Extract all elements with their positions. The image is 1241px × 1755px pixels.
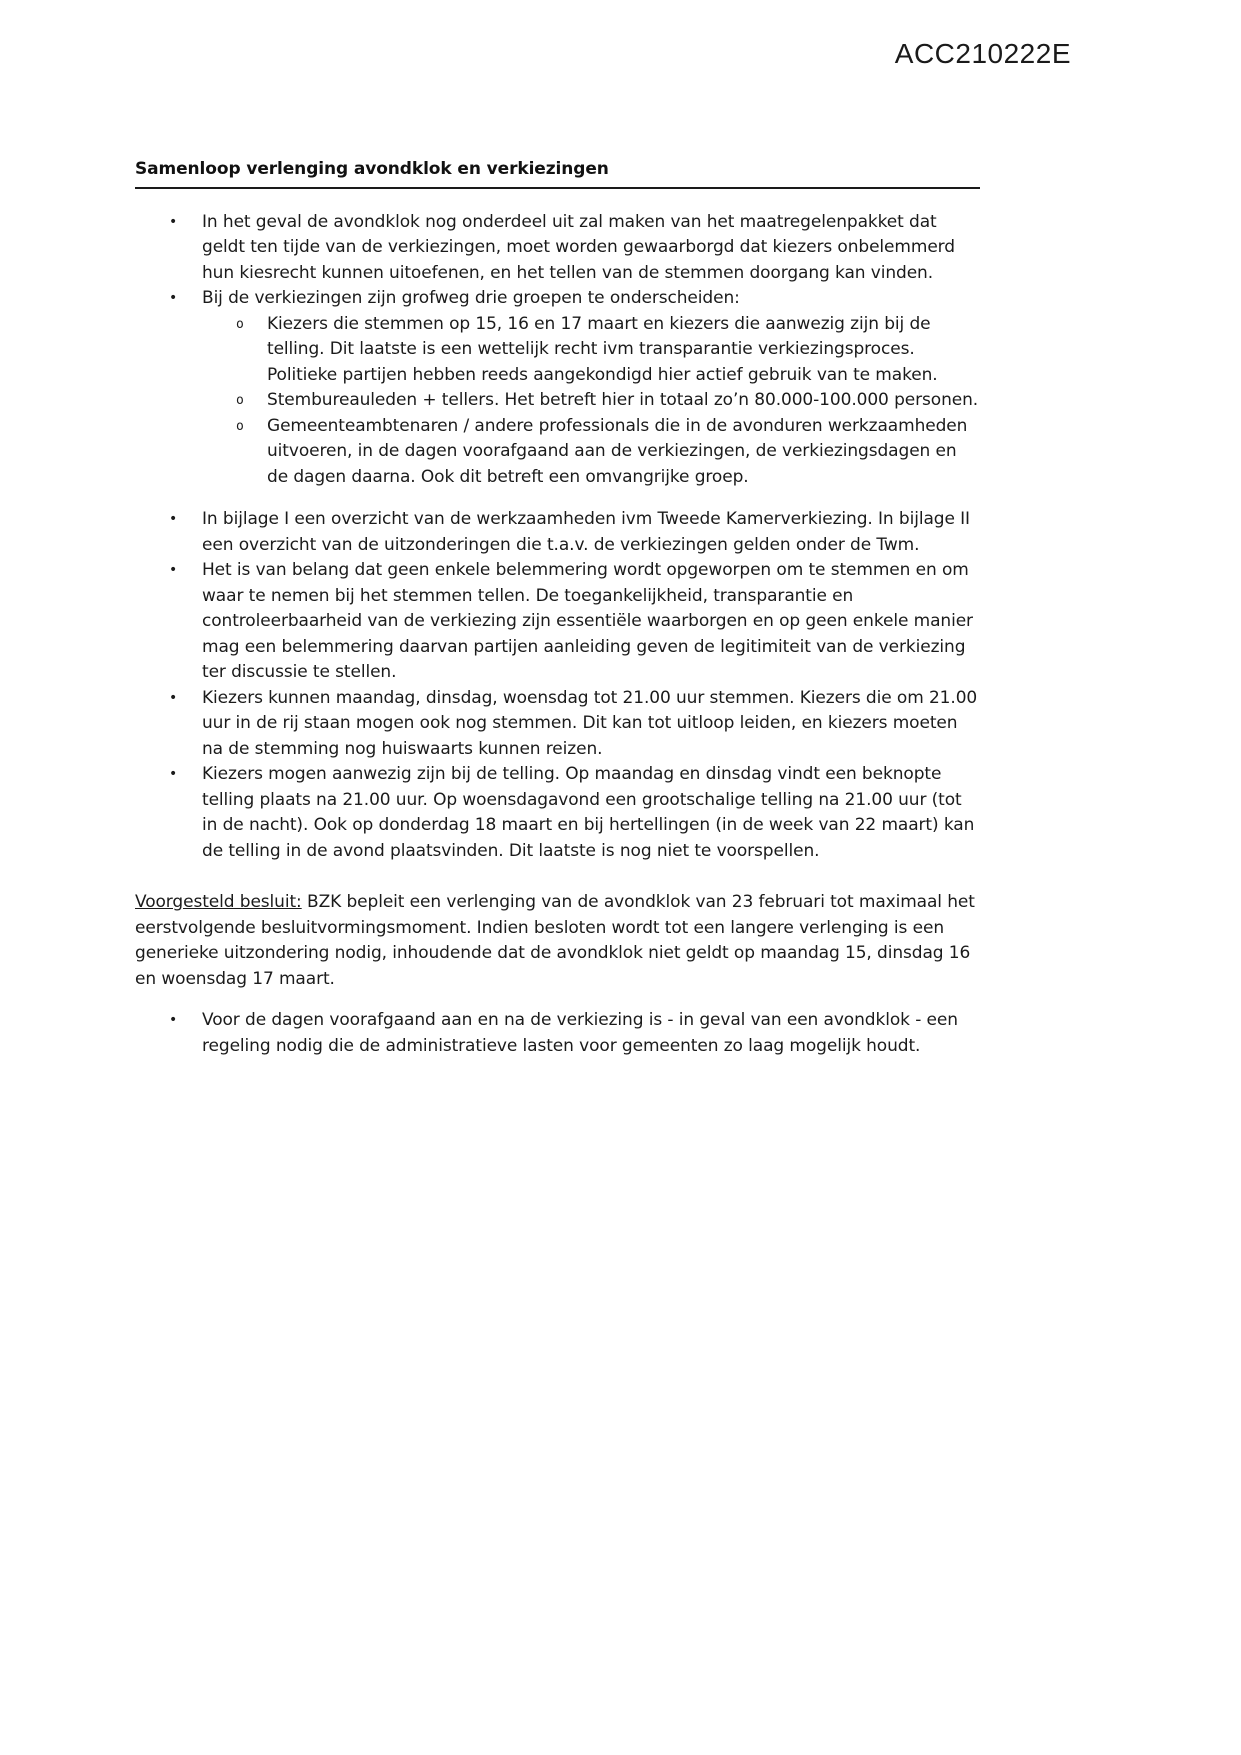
circle-bullet-icon: o <box>236 418 244 434</box>
list-item-text: In het geval de avondklok nog onderdeel uit zal maken van het maatregelenpakket dat geldt ten tijde van de verkiezingen, moet worden gewaarborgd dat kiezers onbelemmerd hun kiesrecht kunnen uitoefenen, en het tellen van de stemmen doorgang kan vinden. <box>202 211 955 283</box>
sub-list-item <box>135 388 980 414</box>
list-item-text: Voor de dagen voorafgaand aan en na de verkiezing is - in geval van een avondklok - een regeling nodig die de administratieve lasten voor gemeenten zo laag mogelijk houdt. <box>202 1010 958 1056</box>
list-item <box>135 686 980 763</box>
list-item <box>135 762 980 864</box>
bullet-list <box>135 210 980 865</box>
circle-bullet-icon: o <box>236 393 244 408</box>
bullet-icon: • <box>169 1012 178 1028</box>
list-item <box>135 558 980 686</box>
list-item-text: In bijlage I een overzicht van de werkzaamheden ivm Tweede Kamerverkiezing. In bijlage II een overzicht van de uitzonderingen die t.a.v. de verkiezingen gelden onder de Twm. <box>202 509 970 555</box>
decision-paragraph <box>135 890 980 992</box>
bullet-icon: • <box>169 766 178 782</box>
bullet-icon: • <box>169 689 178 706</box>
decision-label: Voorgesteld besluit: <box>135 892 302 912</box>
circle-bullet-icon: o <box>236 316 244 332</box>
decision-text: BZK bepleit een verlenging van de avondklok van 23 februari tot maximaal het eerstvolgende besluitvormingsmoment. Indien besloten wordt tot een langere verlenging is een generieke uitzondering nodig, inhoudende dat de avondklok niet geldt op maandag 15, dinsdag 16 en woensdag 17 maart. <box>135 892 975 989</box>
sub-list-item <box>135 414 980 491</box>
sub-list-item-text: Stembureauleden + tellers. Het betreft hier in totaal zo’n 80.000-100.000 personen. <box>267 390 979 410</box>
list-item <box>135 507 980 558</box>
bullet-icon: • <box>169 511 178 527</box>
list-item <box>135 1008 980 1059</box>
list-item-text: Kiezers kunnen maandag, dinsdag, woensdag tot 21.00 uur stemmen. Kiezers die om 21.00 uur in de rij staan mogen ook nog stemmen. Dit kan tot uitloop leiden, en kiezers moeten na de stemming nog huiswaarts kunnen reizen. <box>202 687 978 759</box>
sub-list-item-text: Kiezers die stemmen op 15, 16 en 17 maart en kiezers die aanwezig zijn bij de telling. Dit laatste is een wettelijk recht ivm transparantie verkiezingsproces. Politieke partijen hebben reeds aangekondigd hier actief gebruik van te maken. <box>267 313 938 385</box>
list-item-text: Het is van belang dat geen enkele belemmering wordt opgeworpen om te stemmen en om waar te nemen bij het stemmen tellen. De toegankelijkheid, transparantie en controleerbaarheid van de verkiezing zijn essentiële waarborgen en op geen enkele manier mag een belemmering daarvan partijen aanleiding geven de legitimiteit van de verkiezing ter discussie te stellen. <box>202 560 973 682</box>
bullet-icon: • <box>169 213 178 230</box>
sub-list-item-text: Gemeenteambtenaren / andere professionals die in de avonduren werkzaamheden uitvoeren, in de dagen voorafgaand aan de verkiezingen, de verkiezingsdagen en de dagen daarna. Ook dit betreft een omvangrijke groep. <box>267 415 968 487</box>
page-title: Samenloop verlenging avondklok en verkiezingen <box>135 157 980 189</box>
list-item-text: Bij de verkiezingen zijn grofweg drie groepen te onderscheiden: <box>202 288 740 308</box>
document-reference: ACC210222E <box>894 38 1071 69</box>
list-item <box>135 286 980 312</box>
list-item <box>135 210 980 287</box>
sub-list-item <box>135 312 980 389</box>
bullet-icon: • <box>169 562 178 578</box>
document-content <box>135 157 980 1059</box>
bullet-icon: • <box>169 290 178 306</box>
list-item-text: Kiezers mogen aanwezig zijn bij de telling. Op maandag en dinsdag vindt een beknopte telling plaats na 21.00 uur. Op woensdagavond een grootschalige telling na 21.00 uur (tot in de nacht). Ook op donderdag 18 maart en bij hertellingen (in de week van 22 maart) kan de telling in de avond plaatsvinden. Dit laatste is nog niet te voorspellen. <box>202 764 975 861</box>
final-bullet-list <box>135 1008 980 1059</box>
